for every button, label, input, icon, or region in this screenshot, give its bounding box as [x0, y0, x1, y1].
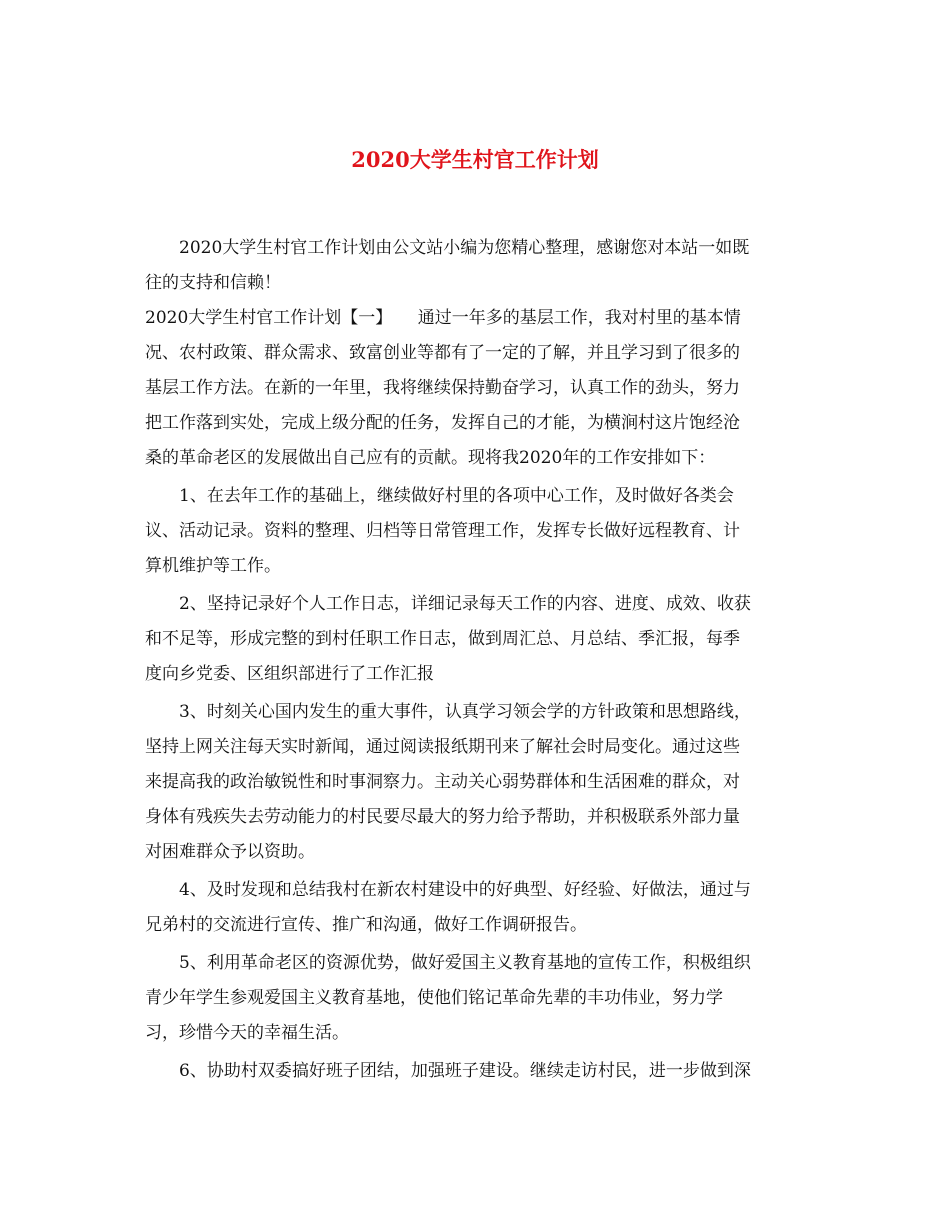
text-line: 6、协助村双委搞好班子团结，加强班子建设。继续走访村民，进一步做到深 [179, 1061, 751, 1081]
text-line: 况、农村政策、群众需求、致富创业等都有了一定的了解，并且学习到了很多的 [145, 343, 740, 363]
text-line: 把工作落到实处，完成上级分配的任务，发挥自己的才能，为横涧村这片饱经沧 [145, 413, 740, 433]
text-line: 度向乡党委、区组织部进行了工作汇报 [145, 664, 434, 684]
text-line: 2、坚持记录好个人工作日志，详细记录每天工作的内容、进度、成效、收获 [179, 594, 751, 614]
text-line: 5、利用革命老区的资源优势，做好爱国主义教育基地的宣传工作，积极组织 [179, 953, 751, 973]
text-line: 4、及时发现和总结我村在新农村建设中的好典型、好经验、好做法，通过与 [179, 880, 751, 900]
text-line: 来提高我的政治敏锐性和时事洞察力。主动关心弱势群体和生活困难的群众，对 [145, 772, 740, 792]
text-line: 和不足等，形成完整的到村任职工作日志，做到周汇总、月总结、季汇报，每季 [145, 629, 740, 649]
text-line: 习，珍惜今天的幸福生活。 [145, 1023, 349, 1043]
text-line: 兄弟村的交流进行宣传、推广和沟通，做好工作调研报告。 [145, 915, 587, 935]
text-line: 3、时刻关心国内发生的重大事件，认真学习领会学的方针政策和思想路线， [179, 702, 751, 722]
text-line: 1、在去年工作的基础上，继续做好村里的各项中心工作，及时做好各类会 [179, 486, 734, 506]
text-line: 算机维护等工作。 [145, 556, 281, 576]
text-line: 议、活动记录。资料的整理、归档等日常管理工作，发挥专长做好远程教育、计 [145, 521, 740, 541]
document-title: 2020大学生村官工作计划 [351, 147, 599, 172]
text-line: 2020大学生村官工作计划【一】 通过一年多的基层工作，我对村里的基本情 [145, 308, 741, 328]
text-line: 青少年学生参观爱国主义教育基地，使他们铭记革命先辈的丰功伟业，努力学 [145, 988, 723, 1008]
text-line: 往的支持和信赖！ [145, 273, 281, 293]
text-line: 对困难群众予以资助。 [145, 842, 315, 862]
text-line: 坚持上网关注每天实时新闻，通过阅读报纸期刊来了解社会时局变化。通过这些 [145, 737, 740, 757]
text-line: 身体有残疾失去劳动能力的村民要尽最大的努力给予帮助，并积极联系外部力量 [145, 807, 740, 827]
text-line: 基层工作方法。在新的一年里，我将继续保持勤奋学习，认真工作的劲头，努力 [145, 378, 740, 398]
text-line: 2020大学生村官工作计划由公文站小编为您精心整理，感谢您对本站一如既 [179, 238, 750, 258]
text-line: 桑的革命老区的发展做出自己应有的贡献。现将我2020年的工作安排如下： [145, 448, 716, 468]
